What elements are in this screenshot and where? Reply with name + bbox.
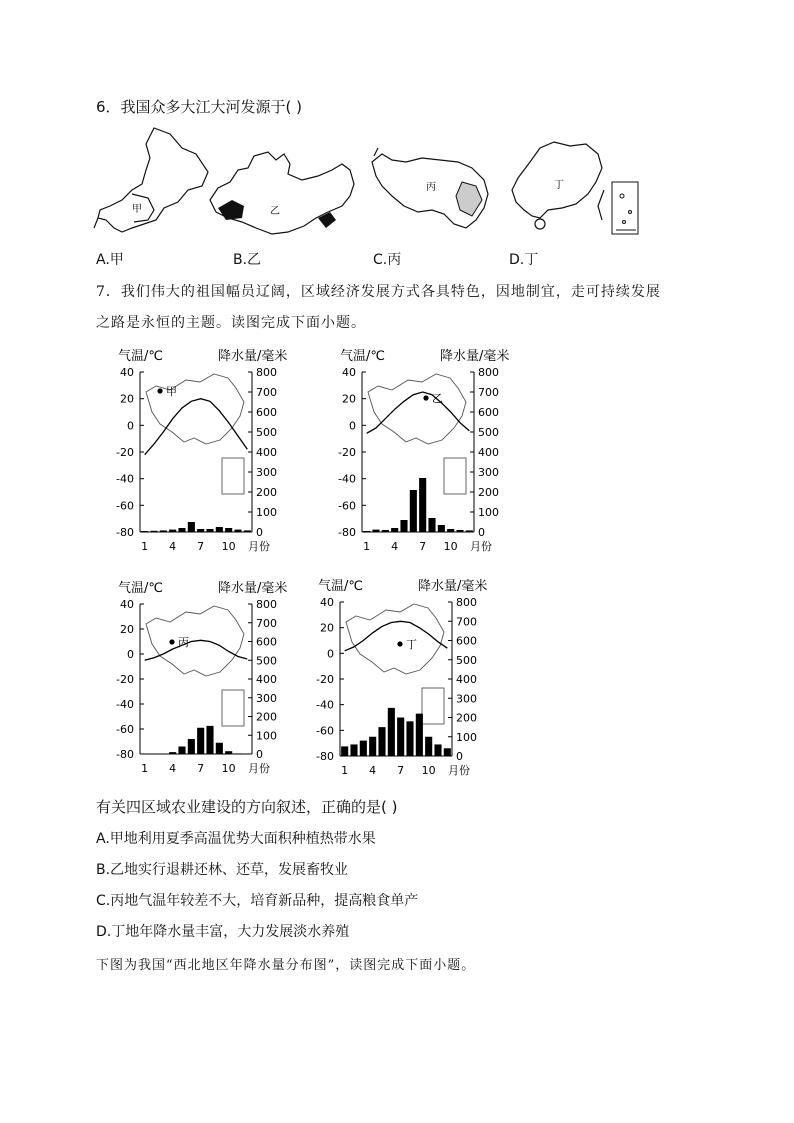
precip-bar	[444, 748, 451, 756]
month-tick-label: 10	[221, 762, 236, 775]
temp-tick-label: 40	[120, 598, 134, 611]
precip-tick-label: 500	[478, 426, 499, 439]
temp-tick-label: 0	[349, 419, 356, 433]
q7-option-d[interactable]: D.丁地年降水量丰富，大力发展淡水养殖	[96, 924, 350, 940]
climate-chart-ding	[304, 572, 516, 786]
location-label: 丁	[406, 638, 417, 651]
precip-bar	[466, 530, 473, 532]
q6-maps	[92, 124, 652, 242]
precip-bar	[363, 531, 370, 532]
temp-axis-title: 气温/℃	[318, 579, 363, 594]
month-tick-label: 7	[397, 764, 405, 777]
precip-tick-label: 700	[256, 616, 277, 630]
precip-tick-label: 100	[256, 506, 277, 519]
precip-tick-label: 200	[478, 486, 499, 499]
map-ding-inset	[612, 182, 638, 234]
month-tick-label: 10	[443, 540, 458, 553]
climate-chart-bing	[104, 574, 316, 784]
precip-tick-label: 100	[478, 506, 499, 519]
precip-bar	[447, 529, 454, 532]
temp-tick-label: -80	[316, 750, 334, 763]
q7-intro-line1: 7．我们伟大的祖国幅员辽阔，区域经济发展方式各具特色，因地制宜，走可持续发展	[96, 284, 661, 300]
location-label: 甲	[166, 385, 177, 398]
temp-tick-label: -80	[338, 526, 356, 539]
location-dot	[397, 641, 402, 646]
temp-tick-label: -20	[338, 446, 356, 459]
precip-bar	[206, 529, 213, 532]
location-label: 丙	[178, 636, 189, 649]
precip-bar	[397, 718, 404, 757]
q7-intro-line2: 之路是永恒的主题。读图完成下面小题。	[96, 315, 366, 331]
temp-tick-label: -60	[116, 723, 134, 736]
temp-tick-label: -40	[116, 472, 134, 486]
temperature-line	[367, 392, 470, 433]
precip-bar	[416, 714, 423, 756]
month-tick-label: 4	[169, 540, 177, 553]
q7-option-c[interactable]: C.丙地气温年较差不大，培育新品种，提高粮食单产	[96, 893, 419, 909]
temp-tick-label: 20	[342, 392, 356, 406]
next-question-intro: 下图为我国“西北地区年降水量分布图”，读图完成下面小题。	[96, 958, 476, 973]
location-dot	[157, 388, 162, 393]
precip-tick-label: 300	[256, 466, 277, 479]
month-tick-label: 1	[141, 762, 149, 775]
precip-tick-label: 0	[256, 526, 263, 539]
month-tick-label: 7	[197, 762, 205, 775]
precip-tick-label: 400	[478, 446, 499, 459]
month-tick-label: 4	[169, 762, 177, 775]
month-tick-label: 4	[369, 764, 377, 777]
month-tick-label: 4	[391, 540, 399, 553]
q6-option-c[interactable]: C.丙	[373, 252, 402, 268]
temp-tick-label: 20	[120, 623, 134, 636]
precip-tick-label: 500	[256, 426, 277, 439]
precip-bar	[456, 530, 463, 532]
china-outline	[346, 604, 444, 674]
month-tick-label: 1	[341, 764, 349, 777]
precip-bar	[216, 743, 223, 754]
month-tick-label: 7	[197, 540, 205, 553]
temp-tick-label: -40	[116, 698, 134, 711]
map-bing-label: 丙	[426, 182, 436, 193]
precip-bar	[178, 528, 185, 532]
south-china-sea-inset	[222, 690, 244, 726]
temperature-line	[145, 640, 248, 660]
precip-bar	[406, 721, 413, 756]
temp-tick-label: -20	[316, 673, 334, 686]
precip-bar	[225, 751, 232, 754]
month-tick-label: 10	[221, 540, 236, 553]
china-outline	[368, 374, 466, 444]
precip-axis-title: 降水量/毫米	[218, 581, 288, 596]
precip-bar	[197, 728, 204, 754]
q7-option-a[interactable]: A.甲地利用夏季高温优势大面积种植热带水果	[96, 831, 376, 847]
precip-bar	[234, 530, 241, 532]
q7-question: 有关四区域农业建设的方向叙述，正确的是( )	[96, 798, 398, 816]
q6-option-a[interactable]: A.甲	[96, 252, 124, 268]
precip-bar	[234, 753, 241, 754]
temp-tick-label: 20	[120, 392, 134, 406]
precip-tick-label: 800	[456, 596, 477, 609]
precip-tick-label: 700	[478, 386, 499, 399]
x-axis-title: 月份	[448, 764, 470, 777]
temp-tick-label: 40	[342, 366, 356, 379]
precip-tick-label: 300	[456, 692, 477, 706]
map-yi-shade2	[318, 212, 336, 228]
x-axis-title: 月份	[248, 540, 270, 553]
south-china-sea-inset	[444, 458, 466, 494]
precip-tick-label: 800	[478, 366, 499, 379]
precip-bar	[169, 752, 176, 754]
precip-bar	[225, 528, 232, 532]
precip-tick-label: 500	[256, 654, 277, 668]
precip-bar	[360, 741, 367, 756]
precip-tick-label: 500	[456, 653, 477, 667]
precip-tick-label: 100	[456, 730, 477, 744]
temp-tick-label: -60	[116, 499, 134, 513]
precip-bar	[438, 525, 445, 532]
temp-tick-label: 40	[120, 366, 134, 379]
temp-tick-label: 0	[127, 419, 134, 433]
precip-bar	[188, 522, 195, 532]
precip-tick-label: 300	[256, 691, 277, 705]
precip-axis-title: 降水量/毫米	[218, 349, 288, 364]
precip-tick-label: 600	[256, 406, 277, 419]
precip-tick-label: 200	[456, 711, 477, 725]
location-dot	[423, 395, 428, 400]
precip-tick-label: 0	[256, 748, 263, 761]
temp-tick-label: -40	[338, 472, 356, 486]
precip-axis-title: 降水量/毫米	[440, 349, 510, 364]
precip-bar	[419, 478, 426, 532]
precip-axis-title: 降水量/毫米	[418, 579, 488, 594]
location-dot	[169, 639, 174, 644]
map-yi-shade	[218, 200, 244, 220]
map-yi-label: 乙	[270, 206, 280, 217]
x-axis-title: 月份	[470, 540, 492, 553]
precip-tick-label: 600	[256, 635, 277, 649]
china-outline	[146, 374, 244, 444]
precip-bar	[400, 520, 407, 532]
month-tick-label: 1	[363, 540, 371, 553]
month-tick-label: 7	[419, 540, 427, 553]
precip-tick-label: 400	[456, 673, 477, 686]
precip-tick-label: 200	[256, 486, 277, 499]
temp-tick-label: 20	[320, 621, 334, 635]
q7-option-b[interactable]: B.乙地实行退耕还林、还草，发展畜牧业	[96, 862, 349, 878]
temp-tick-label: -80	[116, 748, 134, 761]
temp-tick-label: 40	[320, 596, 334, 609]
precip-bar	[388, 708, 395, 756]
precip-tick-label: 700	[456, 615, 477, 629]
map-bing-shade	[456, 182, 482, 216]
china-outline-map	[146, 606, 244, 726]
precip-tick-label: 800	[256, 366, 277, 379]
month-tick-label: 1	[141, 540, 149, 553]
temp-axis-title: 气温/℃	[118, 349, 163, 364]
precip-bar	[141, 531, 148, 532]
map-jia	[94, 128, 208, 232]
precip-tick-label: 700	[256, 386, 277, 399]
temp-tick-label: -40	[316, 698, 334, 712]
precip-bar	[372, 530, 379, 532]
precip-tick-label: 600	[456, 634, 477, 648]
precip-tick-label: 200	[256, 710, 277, 724]
temp-axis-title: 气温/℃	[118, 581, 163, 596]
precip-tick-label: 400	[256, 446, 277, 459]
q6-stem: 6．我国众多大江大河发源于( )	[96, 98, 303, 116]
precip-bar	[244, 530, 251, 532]
q6-option-d[interactable]: D.丁	[509, 252, 539, 268]
temp-tick-label: -20	[116, 673, 134, 686]
precip-bar	[216, 527, 223, 532]
precip-bar	[382, 530, 389, 532]
precip-tick-label: 400	[256, 673, 277, 686]
q6-option-b[interactable]: B.乙	[233, 252, 262, 268]
precip-bar	[410, 490, 417, 532]
x-axis-title: 月份	[248, 762, 270, 775]
precip-tick-label: 300	[478, 466, 499, 479]
temp-tick-label: -20	[116, 446, 134, 459]
map-ding-label: 丁	[554, 180, 564, 191]
climate-chart-jia	[104, 342, 316, 562]
precip-bar	[197, 529, 204, 532]
precip-bar	[341, 746, 348, 756]
precip-tick-label: 100	[256, 729, 277, 743]
precip-bar	[160, 530, 167, 532]
precip-tick-label: 0	[456, 750, 463, 763]
temp-tick-label: -60	[316, 724, 334, 738]
precip-bar	[369, 737, 376, 756]
precip-bar	[425, 737, 432, 756]
climate-chart-yi	[326, 342, 538, 562]
temp-tick-label: 0	[327, 647, 334, 661]
temp-tick-label: -60	[338, 499, 356, 513]
location-label: 乙	[432, 392, 443, 405]
precip-bar	[169, 530, 176, 532]
map-jia-label: 甲	[132, 204, 142, 215]
temp-axis-title: 气温/℃	[340, 349, 385, 364]
temperature-line	[345, 621, 448, 651]
precip-bar	[428, 518, 435, 532]
south-china-sea-inset	[422, 688, 444, 724]
precip-bar	[178, 747, 185, 755]
precip-bar	[391, 528, 398, 532]
precip-bar	[206, 726, 213, 754]
china-outline-map	[368, 374, 466, 494]
precip-bar	[434, 744, 441, 756]
precip-bar	[350, 744, 357, 756]
month-tick-label: 10	[421, 764, 436, 777]
south-china-sea-inset	[222, 458, 244, 494]
temp-tick-label: -80	[116, 526, 134, 539]
precip-tick-label: 0	[478, 526, 485, 539]
precip-bar	[150, 531, 157, 532]
temp-tick-label: 0	[127, 648, 134, 661]
temperature-line	[145, 399, 248, 455]
precip-tick-label: 800	[256, 598, 277, 611]
precip-bar	[188, 739, 195, 754]
precip-bar	[378, 727, 385, 756]
precip-tick-label: 600	[478, 406, 499, 419]
